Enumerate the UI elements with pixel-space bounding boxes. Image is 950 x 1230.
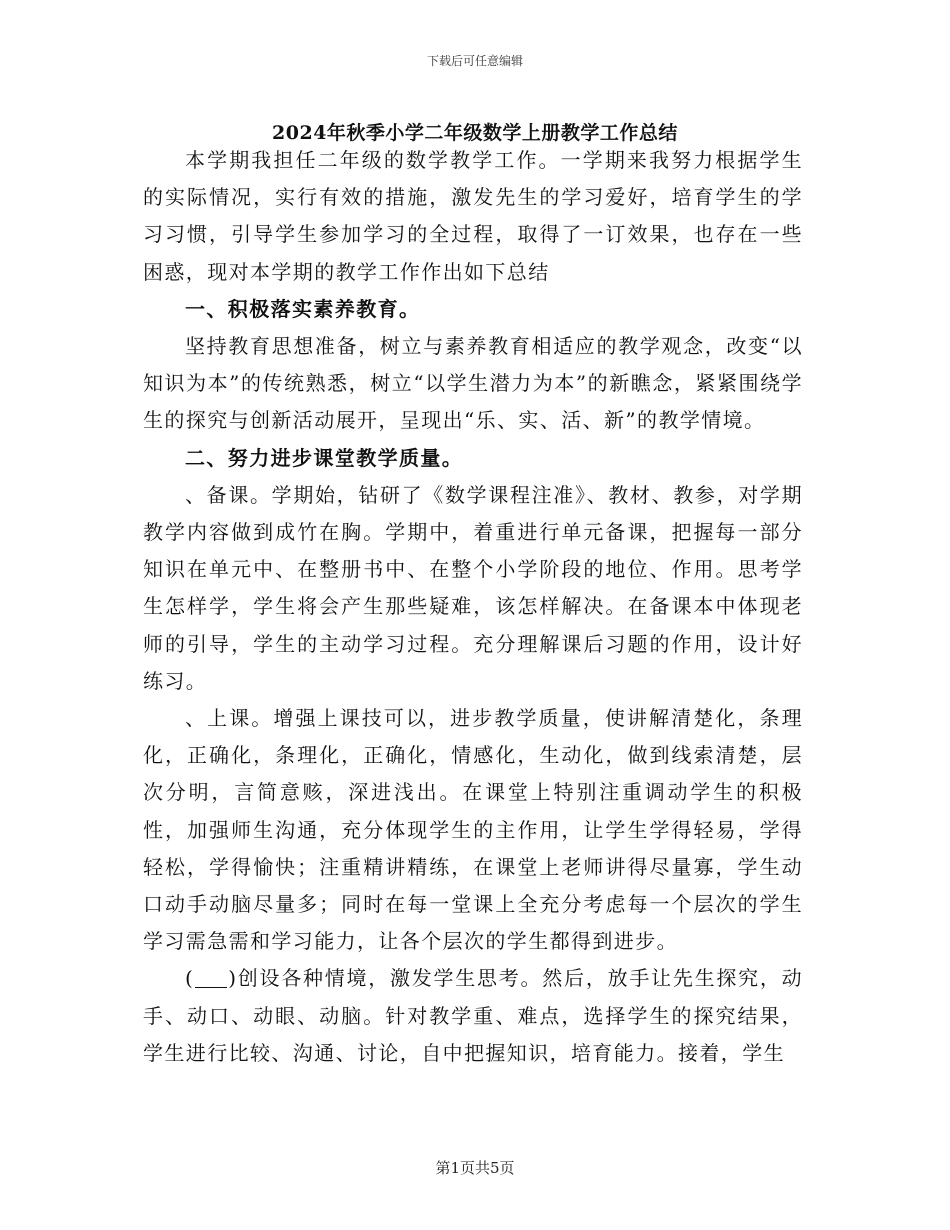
paragraph-lesson-prep: 、备课。学期始，钻研了《数学课程注准》、教材、教参，对学期教学内容做到成竹在胸。学期中，着重进行单元备课，把握每一部分知识在单元中、在整册书中、在整个小学阶段的地位、作用。思考学生怎样学，学生将会产生那些疑难，该怎样解决。在备课本中体现老师的引导，学生的主动学习过程。充分理解课后习题的作用，设计好练习。 xyxy=(143,482,803,693)
section-heading-2: 二、努力进步课堂教学质量。 xyxy=(185,445,464,470)
paragraph-intro: 本学期我担任二年级的数学教学工作。一学期来我努力根据学生的实际情况，实行有效的措施，激发先生的学习爱好，培育学生的学习习惯，引导学生参加学习的全过程，取得了一订效果，也存在一些困惑，现对本学期的教学工作作出如下总结 xyxy=(143,148,803,284)
paragraph-situations-text: 创设各种情境，激发学生思考。然后，放手让先生探究，动手、动口、动眼、动脑。针对教学重、难点，选择学生的探究结果，学生进行比较、沟通、讨论，自中把握知识，培育能力。接着，学生 xyxy=(143,966,803,1065)
document-title: 2024年秋季小学二年级数学上册教学工作总结 xyxy=(272,122,678,144)
page-footer: 第1页共5页 xyxy=(435,1159,515,1177)
fill-blank-line xyxy=(195,967,227,988)
paragraph-class-teaching: 、上课。增强上课技可以，进步教学质量，使讲解清楚化，条理化，正确化，条理化，正确化，情感化，生动化，做到线索清楚，层次分明，言简意赅，深进浅出。在课堂上特别注重调动学生的积极性，加强师生沟通，充分体现学生的主作用，让学生学得轻易，学得轻松，学得愉快；注重精讲精练，在课堂上老师讲得尽量寡，学生动口动手动脑尽量多；同时在每一堂课上全充分考虑每一个层次的学生学习需急需和学习能力，让各个层次的学生都得到进步。 xyxy=(143,706,803,954)
close-paren: ) xyxy=(228,966,238,991)
paragraph-quality-education: 坚持教育思想准备，树立与素养教育相适应的教学观念，改变“以知识为本”的传统熟悉，树立“以学生潜力为本”的新瞧念，紧紧围绕学生的探究与创新活动展开，呈现出“乐、实、活、新”的教学情境。 xyxy=(143,334,803,433)
paragraph-situations xyxy=(143,960,803,1072)
section-heading-1: 一、积极落实素养教育。 xyxy=(185,296,421,321)
page-header: 下载后可任意编辑 xyxy=(426,54,523,68)
open-paren: ( xyxy=(185,966,195,991)
document-body xyxy=(143,142,803,1072)
